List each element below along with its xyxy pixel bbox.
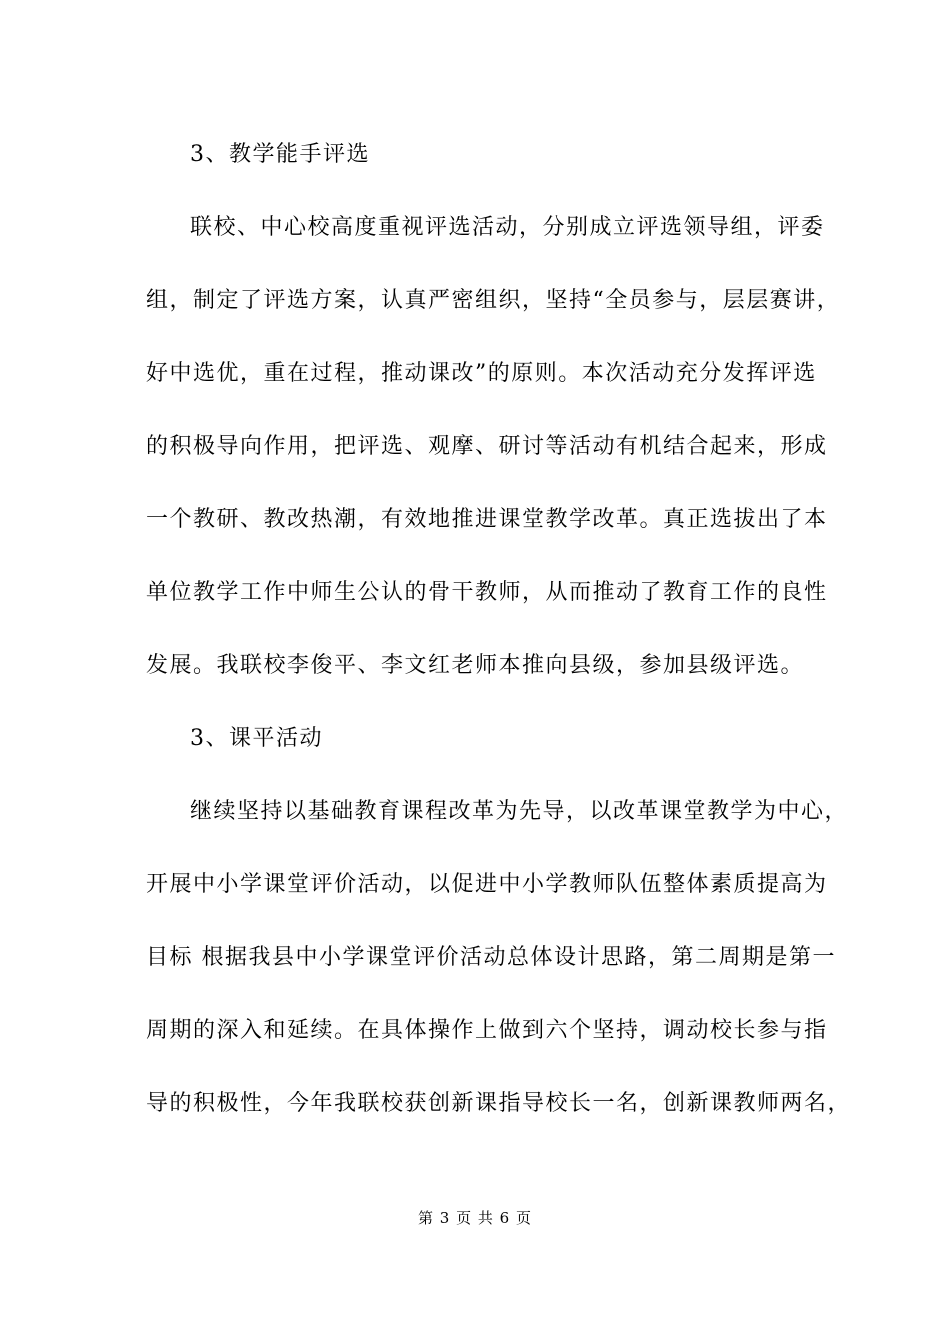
- paragraph-line: 的积极导向作用，把评选、观摩、研讨等活动有机结合起来，形成: [146, 434, 828, 459]
- paragraph-line: 周期的深入和延续。在具体操作上做到六个坚持，调动校长参与指: [146, 1018, 828, 1043]
- paragraph-line: 导的积极性，今年我联校获创新课指导校长一名，创新课教师两名，: [146, 1091, 852, 1116]
- paragraph-line: 联校、中心校高度重视评选活动，分别成立评选领导组，评委: [190, 215, 825, 240]
- paragraph-line: 继续坚持以基础教育课程改革为先导，以改革课堂教学为中心，: [190, 799, 849, 824]
- paragraph-line: 单位教学工作中师生公认的骨干教师，从而推动了教育工作的良性: [146, 580, 828, 605]
- paragraph-line: 组，制定了评选方案，认真严密组织，坚持“全员参与，层层赛讲，: [146, 288, 841, 313]
- paragraph-line: 好中选优，重在过程，推动课改”的原则。本次活动充分发挥评选: [146, 361, 817, 386]
- paragraph-line: 发展。我联校李俊平、李文红老师本推向县级，参加县级评选。: [146, 653, 805, 678]
- paragraph-line: 目标 根据我县中小学课堂评价活动总体设计思路，第二周期是第一: [146, 945, 836, 970]
- paragraph-line: 一个教研、教改热潮，有效地推进课堂教学改革。真正选拔出了本: [146, 507, 828, 532]
- section-heading-teaching-expert: 3、教学能手评选: [190, 142, 370, 167]
- page-number-footer: 第 3 页 共 6 页: [418, 1209, 532, 1227]
- paragraph-line: 开展中小学课堂评价活动，以促进中小学教师队伍整体素质提高为: [146, 872, 828, 897]
- section-heading-class-evaluation: 3、课平活动: [190, 726, 323, 751]
